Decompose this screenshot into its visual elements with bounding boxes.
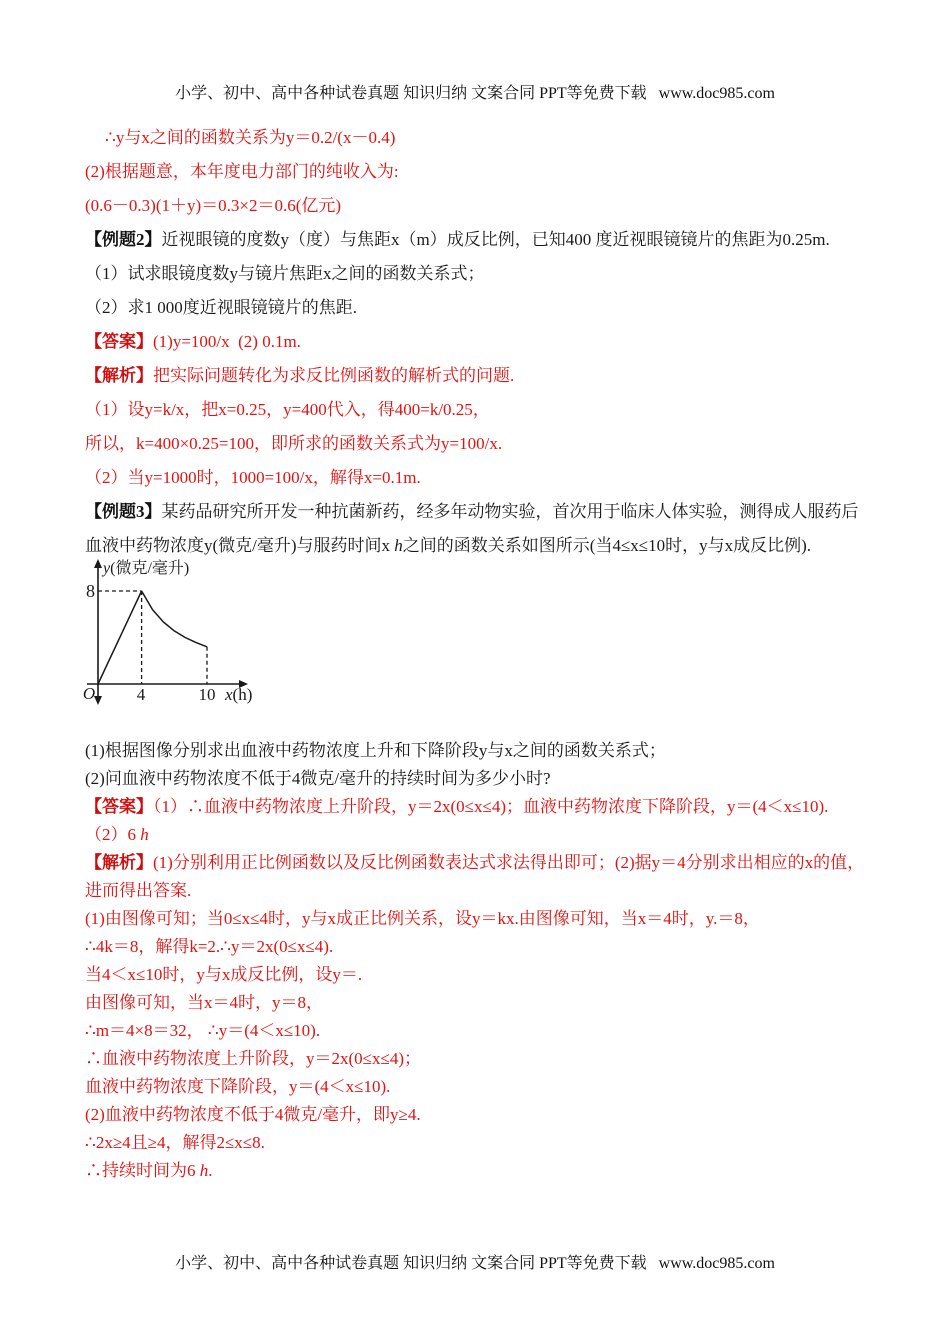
example3-question-1: (1)根据图像分别求出血液中药物浓度上升和下降阶段y与x之间的函数关系式； — [85, 741, 666, 760]
example3-step-3: 当4＜x≤10时，y与x成反比例，设y＝. — [85, 965, 363, 984]
answer-2-text: （2）6 — [85, 825, 141, 844]
x-axis-label: x(h) — [225, 685, 253, 704]
step-10-text: ∴持续时间为6 — [85, 1161, 200, 1180]
example3-step-10 — [85, 1157, 915, 1185]
y-axis-down-arrow — [94, 696, 102, 705]
x-tick-4: 4 — [136, 685, 146, 704]
example3-step-1: (1)由图像可知；当0≤x≤4时，y与x成正比例关系，设y＝kx.由图像可知，当x＝4时，y.＝8， — [85, 909, 760, 928]
example3-tag: 【例题3】 — [85, 502, 162, 521]
prev-solution-line-3: (0.6－0.3)(1＋y)＝0.3×2＝0.6(亿元) — [85, 196, 342, 215]
example2-question-1: （1）试求眼镜度数y与镜片焦距x之间的函数关系式； — [85, 264, 485, 283]
example3-answer-2 — [85, 821, 915, 849]
example3-step-8: (2)血液中药物浓度不低于4微克/毫升，即y≥4. — [85, 1105, 421, 1124]
page-header: 小学、初中、高中各种试卷真题 知识归纳 文案合同 PPT等免费下载 www.doc985.com — [175, 85, 775, 102]
y-tick-8: 8 — [86, 581, 95, 601]
example2-statement: 近视眼镜的度数y（度）与焦距x（m）成反比例，已知400 度近视眼镜镜片的焦距为0.25m. — [161, 230, 830, 249]
prev-solution-line-2: (2)根据题意，本年度电力部门的纯收入为: — [85, 162, 399, 181]
upper-section — [85, 121, 915, 563]
example3-answer-text: （1）∴血液中药物浓度上升阶段，y＝2x(0≤x≤4)；血液中药物浓度下降阶段，y＝(4＜x≤10). — [153, 797, 829, 816]
example2-step-1: （1）设y=k/x，把x=0.25，y=400代入，得400=k/0.25， — [85, 400, 490, 419]
example2-title — [85, 223, 915, 257]
y-axis-label: y(微克/毫升) — [103, 560, 190, 577]
page-footer: 小学、初中、高中各种试卷真题 知识归纳 文案合同 PPT等免费下载 www.doc985.com — [175, 1255, 775, 1272]
origin-label: O — [82, 684, 96, 703]
example2-step-3: （2）当y=1000时，1000=100/x，解得x=0.1m. — [85, 468, 421, 487]
statement-l2a: 血液中药物浓度y(微克/毫升)与服药时间x — [85, 536, 395, 555]
x-tick-10: 10 — [198, 685, 216, 704]
example3-analysis-text: (1)分别利用正比例函数以及反比例函数表达式求法得出即可；(2)据y＝4分别求出相应的x的值， — [153, 853, 865, 872]
example3-analysis-1 — [85, 849, 915, 877]
example2-answer — [85, 325, 915, 359]
concentration-time-graph — [79, 557, 399, 717]
y-axis-up-arrow — [94, 559, 102, 568]
example3-step-7: 血液中药物浓度下降阶段，y＝(4＜x≤10). — [85, 1077, 391, 1096]
example2-analysis — [85, 359, 915, 393]
example3-answer-1 — [85, 793, 915, 821]
hours-symbol: h — [140, 825, 149, 844]
example3-step-6: ∴血液中药物浓度上升阶段，y＝2x(0≤x≤4)； — [85, 1049, 421, 1068]
example3-question-2: (2)问血液中药物浓度不低于4微克/毫升的持续时间为多少小时? — [85, 769, 551, 788]
example3-title — [85, 495, 915, 529]
example3-step-9: ∴2x≥4且≥4，解得2≤x≤8. — [85, 1133, 265, 1152]
hours-symbol: h — [394, 536, 403, 555]
step-10-period: . — [208, 1161, 213, 1180]
example3-analysis-2: 进而得出答案. — [85, 881, 192, 900]
example2-tag: 【例题2】 — [85, 230, 162, 249]
example2-step-2: 所以，k=400×0.25=100，即所求的函数关系式为y=100/x. — [85, 434, 503, 453]
answer-tag: 【答案】 — [85, 332, 153, 351]
analysis-tag: 【解析】 — [85, 366, 153, 385]
example3-step-2: ∴4k＝8，解得k=2.∴y＝2x(0≤x≤4). — [85, 937, 334, 956]
prev-solution-line-1: ∴y与x之间的函数关系为y＝0.2/(x－0.4) — [105, 128, 396, 147]
example2-analysis-text: 把实际问题转化为求反比例函数的解析式的问题. — [153, 366, 515, 385]
example3-step-4: 由图像可知，当x＝4时，y＝8， — [85, 993, 323, 1012]
rise-line — [98, 591, 142, 684]
statement-l2b: 之间的函数关系如图所示(当4≤x≤10时，y与x成反比例). — [402, 536, 812, 555]
analysis-tag: 【解析】 — [85, 853, 153, 872]
decay-curve — [142, 591, 207, 647]
document-body — [82, 121, 915, 1185]
example2-answer-text: (1)y=100/x (2) 0.1m. — [153, 332, 301, 351]
example3-step-5: ∴m＝4×8＝32， ∴y＝(4＜x≤10). — [85, 1021, 321, 1040]
lower-section — [85, 737, 915, 1185]
hours-symbol: h — [199, 1161, 209, 1180]
example3-statement-line1: 某药品研究所开发一种抗菌新药，经多年动物实验，首次用于临床人体实验，测得成人服药后 — [161, 502, 859, 521]
answer-tag: 【答案】 — [85, 797, 153, 816]
example2-question-2: （2）求1 000度近视眼镜镜片的焦距. — [85, 298, 357, 317]
